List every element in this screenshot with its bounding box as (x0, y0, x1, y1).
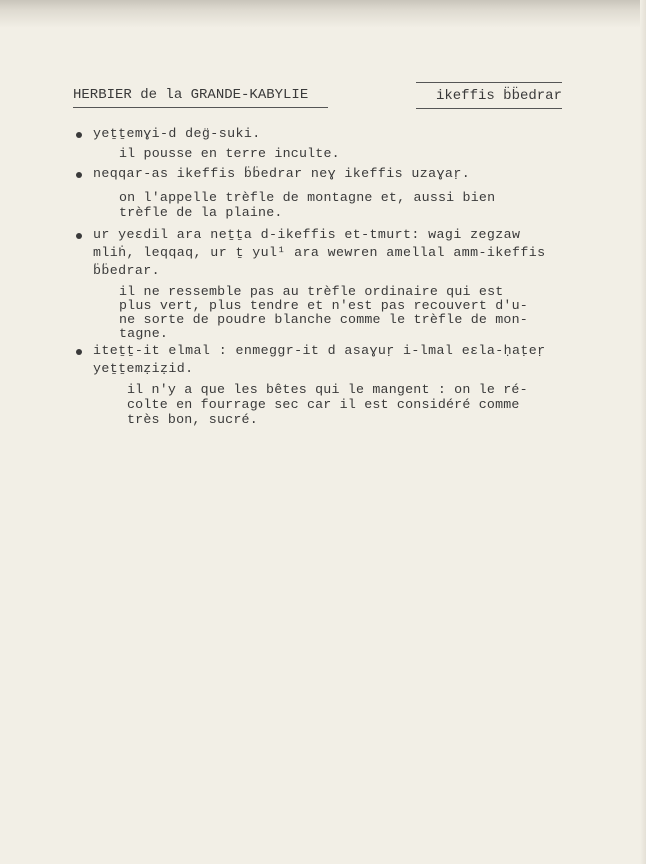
french-line: il pousse en terre inculte. (119, 146, 340, 161)
kabyle-line: ur yeɛdil ara neṯṯa d-ikeffis et-tmurt: wagi zegzaw (93, 227, 521, 242)
french-line: on l'appelle trèfle de montagne et, aussi bien (119, 190, 496, 205)
bullet-icon (76, 172, 82, 178)
kabyle-line: b̈b̈edrar. (93, 263, 161, 278)
french-line: il n'y a que les bêtes qui le mangent : on le ré- (127, 382, 528, 397)
kabyle-line: mliḣ, leqqaq, ur ṯ yul¹ ara wewren amellal amm-ikeffis (93, 245, 546, 260)
french-line: ne sorte de poudre blanche comme le trèfle de mon- (119, 312, 528, 327)
page-header-plant-name: ikeffis b̈b̈edrar (416, 82, 562, 109)
bullet-icon (76, 233, 82, 239)
french-line: colte en fourrage sec car il est considéré comme (127, 397, 520, 412)
bullet-icon (76, 132, 82, 138)
french-line: tagne. (119, 326, 169, 341)
kabyle-line: iteṯṯ-it elmal : enmeggr-it d asaɣuṛ i-lmal eɛla-ḥaṭeṛ (93, 343, 546, 358)
kabyle-line: neqqar-as ikeffis b̈b̈edrar neɣ ikeffis uzaɣaṛ. (93, 166, 471, 181)
french-line: plus vert, plus tendre et n'est pas recouvert d'u- (119, 298, 528, 313)
page-header-title: HERBIER de la GRANDE-KABYLIE (73, 87, 328, 108)
french-line: très bon, sucré. (127, 412, 258, 427)
french-line: il ne ressemble pas au trèfle ordinaire qui est (119, 284, 504, 299)
kabyle-line: yeṯṯemɣi-d deg̈-suki. (93, 126, 261, 141)
bullet-icon (76, 349, 82, 355)
kabyle-line: yeṯṯemẓiẓid. (93, 361, 194, 376)
french-line: trèfle de la plaine. (119, 205, 283, 220)
